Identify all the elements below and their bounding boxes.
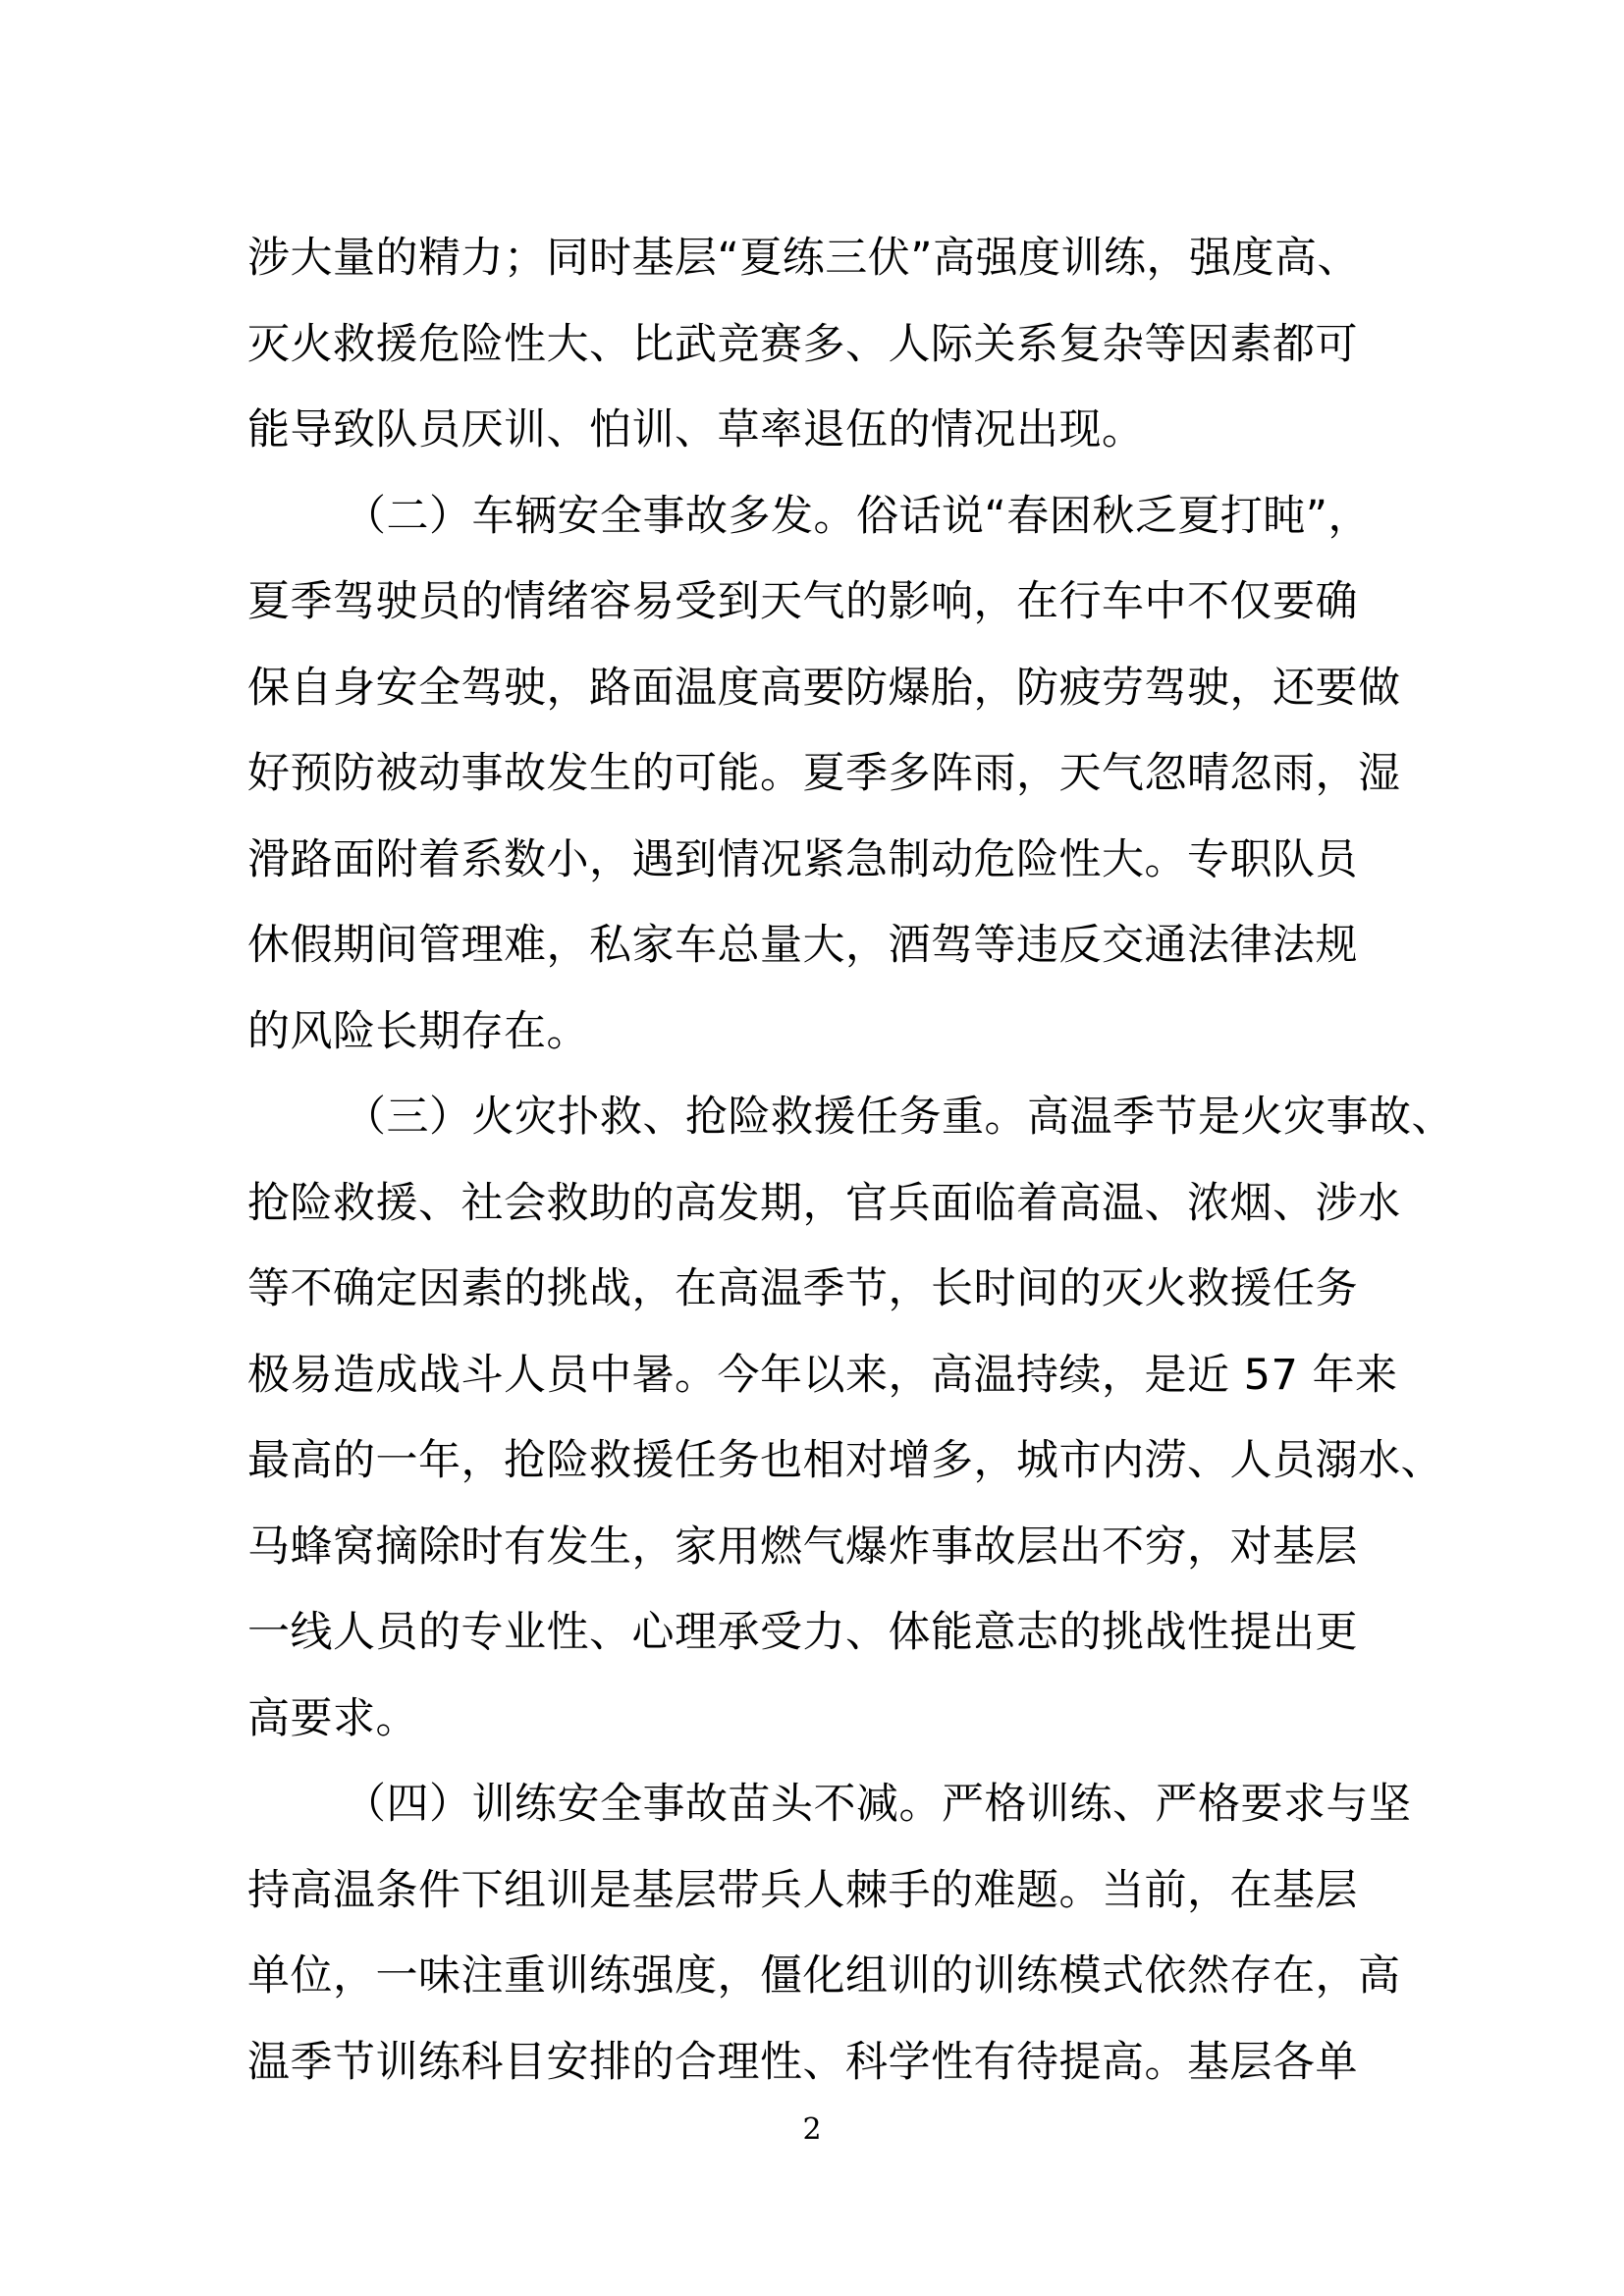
section-heading-line: （四）训练安全事故苗头不减。严格训练、严格要求与坚 xyxy=(344,1780,1412,1829)
text-line: 单位，一味注重训练强度，僵化组训的训练模式依然存在，高 xyxy=(247,1951,1401,2001)
body-text xyxy=(247,216,1454,2106)
text-line: 温季节训练科目安排的合理性、科学性有待提高。基层各单 xyxy=(247,2037,1358,2087)
text-line: 抢险救援、社会救助的高发期，官兵面临着高温、浓烟、涉水 xyxy=(247,1178,1401,1228)
text-line: 涉大量的精力；同时基层“夏练三伏”高强度训练，强度高、 xyxy=(247,234,1361,283)
text-line: 极易造成战斗人员中暑。今年以来，高温持续，是近 57 年来 xyxy=(247,1350,1398,1400)
text-line: 滑路面附着系数小，遇到情况紧急制动危险性大。专职队员 xyxy=(247,834,1358,884)
text-line: 灭火救援危险性大、比武竞赛多、人际关系复杂等因素都可 xyxy=(247,319,1358,369)
text-line: 高要求。 xyxy=(247,1693,418,1743)
page-number: 2 xyxy=(802,2112,822,2147)
text-line: 保自身安全驾驶，路面温度高要防爆胎，防疲劳驾驶，还要做 xyxy=(247,663,1401,713)
text-line: 最高的一年，抢险救援任务也相对增多，城市内涝、人员溺水、 xyxy=(247,1436,1443,1485)
section-heading-line: （三）火灾扑救、抢险救援任务重。高温季节是火灾事故、 xyxy=(344,1093,1454,1142)
text-line: 马蜂窝摘除时有发生，家用燃气爆炸事故层出不穷，对基层 xyxy=(247,1522,1358,1572)
text-line: 夏季驾驶员的情绪容易受到天气的影响，在行车中不仅要确 xyxy=(247,577,1358,626)
text-line: 的风险长期存在。 xyxy=(247,1006,589,1056)
text-line: 一线人员的专业性、心理承受力、体能意志的挑战性提出更 xyxy=(247,1608,1358,1657)
text-line: 休假期间管理难，私家车总量大，酒驾等违反交通法律法规 xyxy=(247,921,1358,970)
section-heading-line: （二）车辆安全事故多发。俗话说“春困秋乏夏打盹”， xyxy=(344,491,1372,541)
text-line: 持高温条件下组训是基层带兵人棘手的难题。当前，在基层 xyxy=(247,1865,1358,1915)
text-line: 等不确定因素的挑战，在高温季节，长时间的灭火救援任务 xyxy=(247,1264,1358,1313)
text-line: 能导致队员厌训、怕训、草率退伍的情况出现。 xyxy=(247,405,1145,454)
text-line: 好预防被动事故发生的可能。夏季多阵雨，天气忽晴忽雨，湿 xyxy=(247,749,1401,798)
